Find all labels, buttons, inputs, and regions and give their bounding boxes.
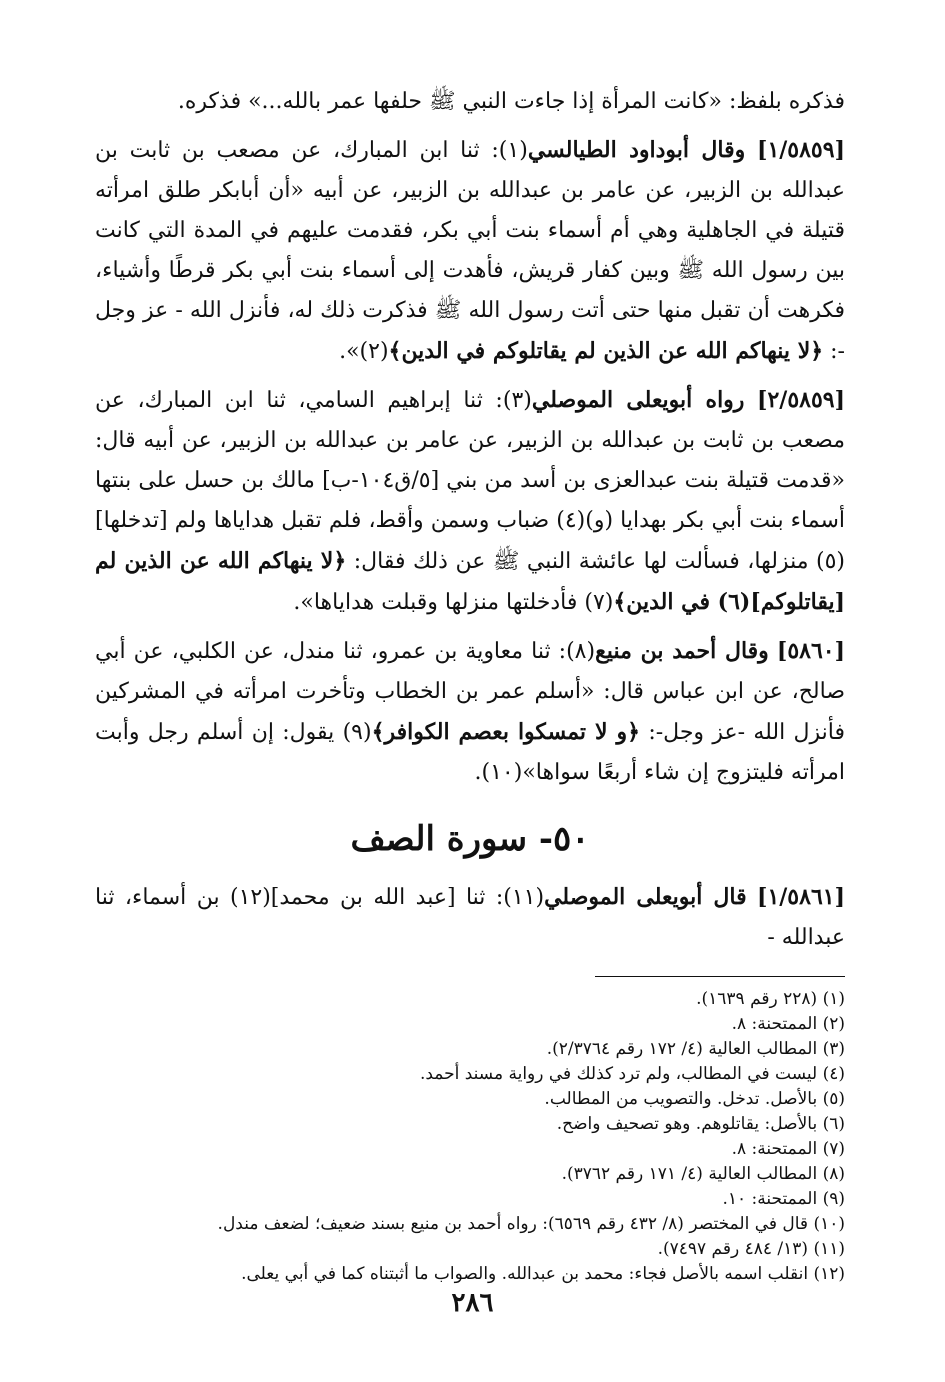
hadith-text: : ثنا معاوية بن عمرو، ثنا مندل، عن الكلبي، عن أبي صالح، عن ابن عباس قال: «أسلم عمر بن الخطاب وتأخرت امرأته في المشركين فأنزل الله -عز وجل-: (95, 639, 845, 745)
page-number: ٢٨٦ (451, 1288, 494, 1318)
footnote: (٤) ليست في المطالب، ولم ترد كذلك في رواية مسند أحمد. (419, 1064, 845, 1084)
narrator: قال أبويعلى الموصلي (544, 884, 747, 910)
footnote-ref: (١) (498, 138, 528, 163)
hadith-number: [٢/٥٨٥٩] (757, 387, 846, 413)
footnote: (٢) الممتحنة: ٨. (731, 1014, 845, 1034)
hadith-number: [١/٥٨٥٩] (757, 137, 845, 163)
narrator: وقال أبوداود الطيالسي (527, 137, 746, 163)
footnotes (95, 987, 845, 1287)
footnote: (٥) بالأصل. تدخل. والتصويب من المطالب. (544, 1089, 845, 1109)
hadith-text: : ثنا إبراهيم السامي، ثنا ابن المبارك، عن مصعب بن ثابت بن عبدالله بن الزبير، عن عامر بن عبدالله بن الزبير، عن أبيه قال: «قدمت قتيلة بنت عبدالعزى بن أسد من بني [٥/ق١٠٤-ب] مالك بن حسل على بنتها أسماء بنت أبي بكر بهدايا (و)(٤) ضباب وسمن وأقط، فلم تقبل هداياها ولم [تدخلها](٥) منزلها، فسألت لها عائشة النبي ﷺ عن ذلك فقال: (95, 388, 845, 574)
footnote: (٨) المطالب العالية (٤/ ١٧١ رقم ٣٧٦٢). (561, 1164, 845, 1184)
footnote-ref: (١١) (503, 885, 545, 910)
footnote: (١١) (١٣/ ٤٨٤ رقم ٧٤٩٧). (657, 1239, 845, 1259)
narrator: رواه أبويعلى الموصلي (531, 387, 745, 413)
hadith-tail: (٢)». (339, 339, 389, 364)
footnote: (٧) الممتحنة: ٨. (731, 1139, 845, 1159)
footnote-ref: (٣) (502, 388, 532, 413)
hadith-paragraph (95, 130, 845, 372)
hadith-number: [٥٨٦٠] (776, 638, 845, 664)
footnote: (٣) المطالب العالية (٤/ ١٧٢ رقم ٢/٣٧٦٤). (546, 1039, 845, 1059)
footnote: (١٢) انقلب اسمه بالأصل فجاء: محمد بن عبدالله. والصواب ما أثبتناه كما في أبي يعلى. (241, 1264, 845, 1284)
page-body (95, 82, 845, 1287)
hadith-paragraph (95, 631, 845, 793)
quran-verse: ﴿لا ينهاكم الله عن الذين لم [يقاتلوكم](٦) في الدين﴾ (95, 548, 845, 615)
footnote-separator (595, 976, 845, 977)
quran-verse: ﴿لا ينهاكم الله عن الذين لم يقاتلوكم في الدين﴾ (388, 338, 824, 364)
footnote: (١٠) قال في المختصر (٨/ ٤٣٢ رقم ٦٥٦٩): رواه أحمد بن منيع بسند ضعيف؛ لضعف مندل. (217, 1214, 845, 1234)
hadith-tail: (٧) فأدخلتها منزلها وقبلت هداياها». (293, 590, 614, 615)
footnote: (٦) بالأصل: يقاتلوهم. وهو تصحيف واضح. (556, 1114, 845, 1134)
quran-verse: ﴿و لا تمسكوا بعصم الكوافر﴾ (371, 719, 641, 745)
hadith-paragraph (95, 877, 845, 958)
hadith-text: : ثنا [عبد الله بن محمد](١٢) بن أسماء، ثنا عبدالله - (95, 885, 845, 950)
footnote: (١) (٢٢٨ رقم ١٦٣٩). (696, 989, 845, 1009)
lead-paragraph: فذكره بلفظ: «كانت المرأة إذا جاءت النبي ﷺ حلفها عمر بالله...» فذكره. (177, 89, 845, 114)
narrator: وقال أحمد بن منيع (595, 638, 769, 664)
footnote: (٩) الممتحنة: ١٠. (722, 1189, 845, 1209)
hadith-tail: (٩) يقول: إن أسلم رجل وأبت امرأته فليتزوج إن شاء أربعًا سواها»(١٠). (95, 720, 845, 785)
footnote-ref: (٨) (566, 639, 596, 664)
hadith-text: : ثنا ابن المبارك، عن مصعب بن ثابت بن عبدالله بن الزبير، عن عامر بن عبدالله بن الزبير، عن أبيه «أن أبابكر طلق امرأته قتيلة في الجاهلية وهي أم أسماء بنت أبي بكر، فقدمت عليهم في المدة التي كانت بين رسول الله ﷺ وبين كفار قريش، فأهدت إلى أسماء بنت أبي بكر قرطًا وأشياء، فكرهت أن تقبل منها حتى أتت رسول الله ﷺ فذكرت ذلك له، فأنزل الله - عز وجل -: (95, 138, 845, 364)
hadith-paragraph (95, 380, 845, 623)
hadith-number: [١/٥٨٦١] (757, 884, 845, 910)
section-title: ٥٠- سورة الصف (350, 819, 590, 859)
